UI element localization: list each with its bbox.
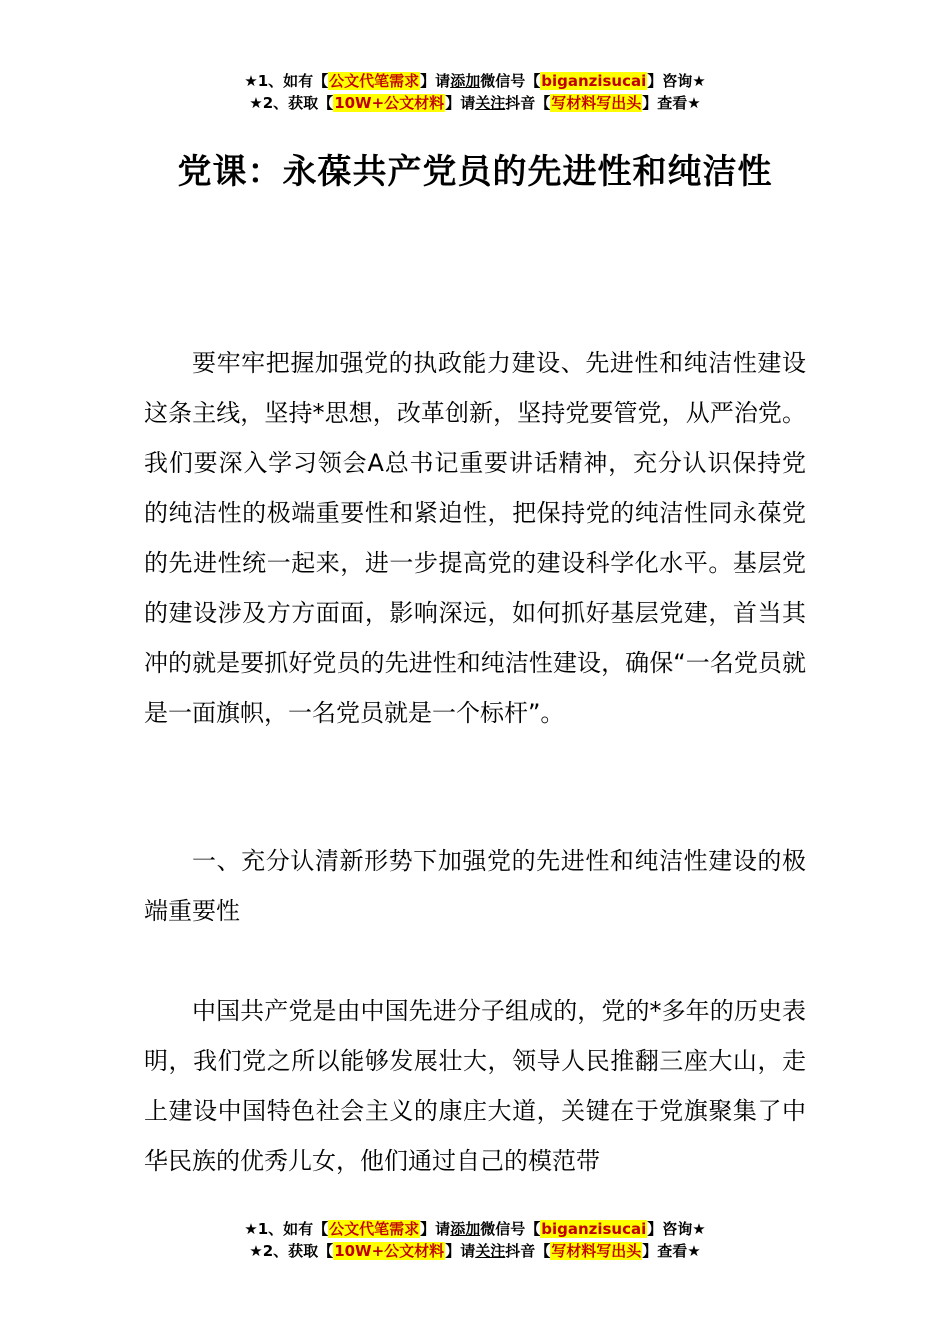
paragraph-text: 要牢牢把握加强党的执政能力建设、先进性和纯洁性建设这条主线，坚持*思想，改革创新，坚持党要管党，从严治党。我们要深入学习领会A总书记重要讲话精神，充分认识保持党的纯洁性的极端重要性和紧迫性，把保持党的纯洁性同永葆党的先进性统一起来，进一步提高党的建设科学化水平。基层党的建设涉及方方面面，影响深远，如何抓好基层党建，首当其冲的就是要抓好党员的先进性和纯洁性建设，确保“一名党员就是一面旗帜，一名党员就是一个标杆”。 [144, 349, 806, 727]
highlight-wechat-id: biganzisucai [541, 1220, 647, 1238]
promo-line-2: ★2、获取【10W+公文材料】请关注抖音【写材料写出头】查看★ [249, 1242, 701, 1260]
highlight-materials: 10W+公文材料 [334, 1242, 445, 1260]
header-promo-banner [0, 70, 950, 114]
highlight-douyin-account: 写材料写出头 [551, 94, 642, 112]
paragraph-text: 中国共产党是由中国先进分子组成的，党的*多年的历史表明，我们党之所以能够发展壮大，领导人民推翻三座大山，走上建设中国特色社会主义的康庄大道，关键在于党旗聚集了中华民族的优秀儿女，他们通过自己的模范带 [144, 997, 806, 1175]
heading-text: 一、充分认清新形势下加强党的先进性和纯洁性建设的极端重要性 [144, 847, 806, 925]
highlight-douyin-account: 写材料写出头 [551, 1242, 642, 1260]
body-paragraph-1 [144, 338, 806, 738]
section-heading-1 [144, 836, 806, 936]
promo-line-2: ★2、获取【10W+公文材料】请关注抖音【写材料写出头】查看★ [249, 94, 701, 112]
highlight-service: 公文代笔需求 [329, 1220, 420, 1238]
promo-line-1: ★1、如有【公文代笔需求】请添加微信号【biganzisucai】咨询★ [244, 72, 706, 90]
promo-line-1: ★1、如有【公文代笔需求】请添加微信号【biganzisucai】咨询★ [244, 1220, 706, 1238]
footer-promo-banner [0, 1218, 950, 1262]
highlight-service: 公文代笔需求 [329, 72, 420, 90]
highlight-materials: 10W+公文材料 [334, 94, 445, 112]
document-title: 党课：永葆共产党员的先进性和纯洁性 [177, 152, 773, 192]
highlight-wechat-id: biganzisucai [541, 72, 647, 90]
body-paragraph-2 [144, 986, 806, 1186]
